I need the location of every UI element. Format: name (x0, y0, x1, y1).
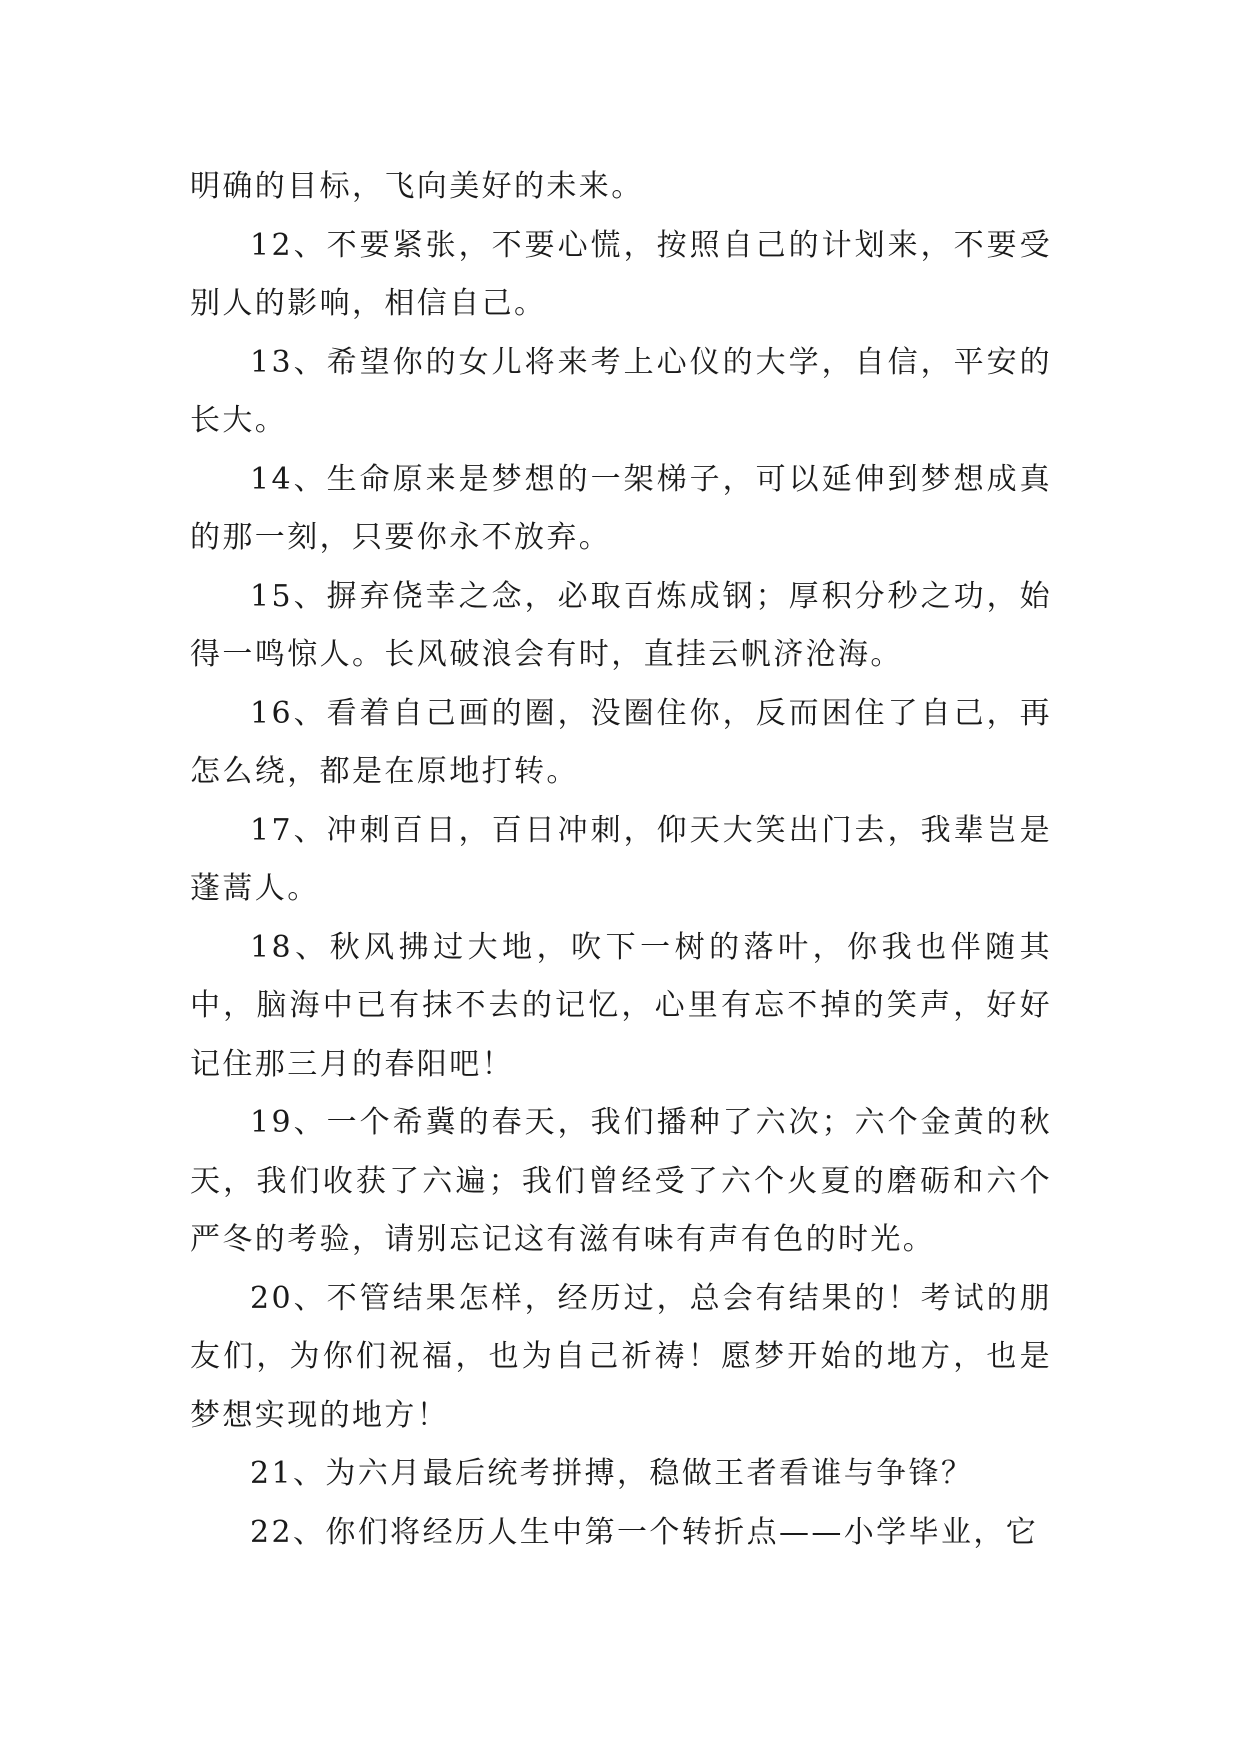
paragraph: 12、不要紧张，不要心慌，按照自己的计划来，不要受别人的影响，相信自己。 (190, 227, 1052, 321)
paragraph: 18、秋风拂过大地，吹下一树的落叶，你我也伴随其中，脑海中已有抹不去的记忆，心里有忘不掉的笑声，好好记住那三月的春阳吧！ (190, 929, 1052, 1082)
paragraph: 19、一个希冀的春天，我们播种了六次；六个金黄的秋天，我们收获了六遍；我们曾经受了六个火夏的磨砺和六个严冬的考验，请别忘记这有滋有味有声有色的时光。 (190, 1105, 1052, 1257)
paragraph: 21、为六月最后统考拼搏，稳做王者看谁与争锋？ (250, 1456, 974, 1491)
paragraph: 13、希望你的女儿将来考上心仪的大学，自信，平安的长大。 (190, 344, 1052, 438)
paragraph: 17、冲刺百日，百日冲刺，仰天大笑出门去，我辈岂是蓬蒿人。 (190, 812, 1052, 906)
paragraph: 22、你们将经历人生中第一个转折点——小学毕业，它 (250, 1514, 1039, 1550)
paragraph: 20、不管结果怎样，经历过，总会有结果的！考试的朋友们，为你们祝福，也为自己祈祷！愿梦开始的地方，也是梦想实现的地方！ (190, 1280, 1052, 1433)
paragraph: 14、生命原来是梦想的一架梯子，可以延伸到梦想成真的那一刻，只要你永不放弃。 (190, 461, 1052, 555)
document-body (190, 158, 1052, 1562)
paragraph: 16、看着自己画的圈，没圈住你，反而困住了自己，再怎么绕，都是在原地打转。 (190, 695, 1052, 789)
paragraph: 15、摒弃侥幸之念，必取百炼成钢；厚积分秒之功，始得一鸣惊人。长风破浪会有时，直挂云帆济沧海。 (190, 578, 1052, 672)
paragraph: 明确的目标，飞向美好的未来。 (190, 169, 644, 204)
